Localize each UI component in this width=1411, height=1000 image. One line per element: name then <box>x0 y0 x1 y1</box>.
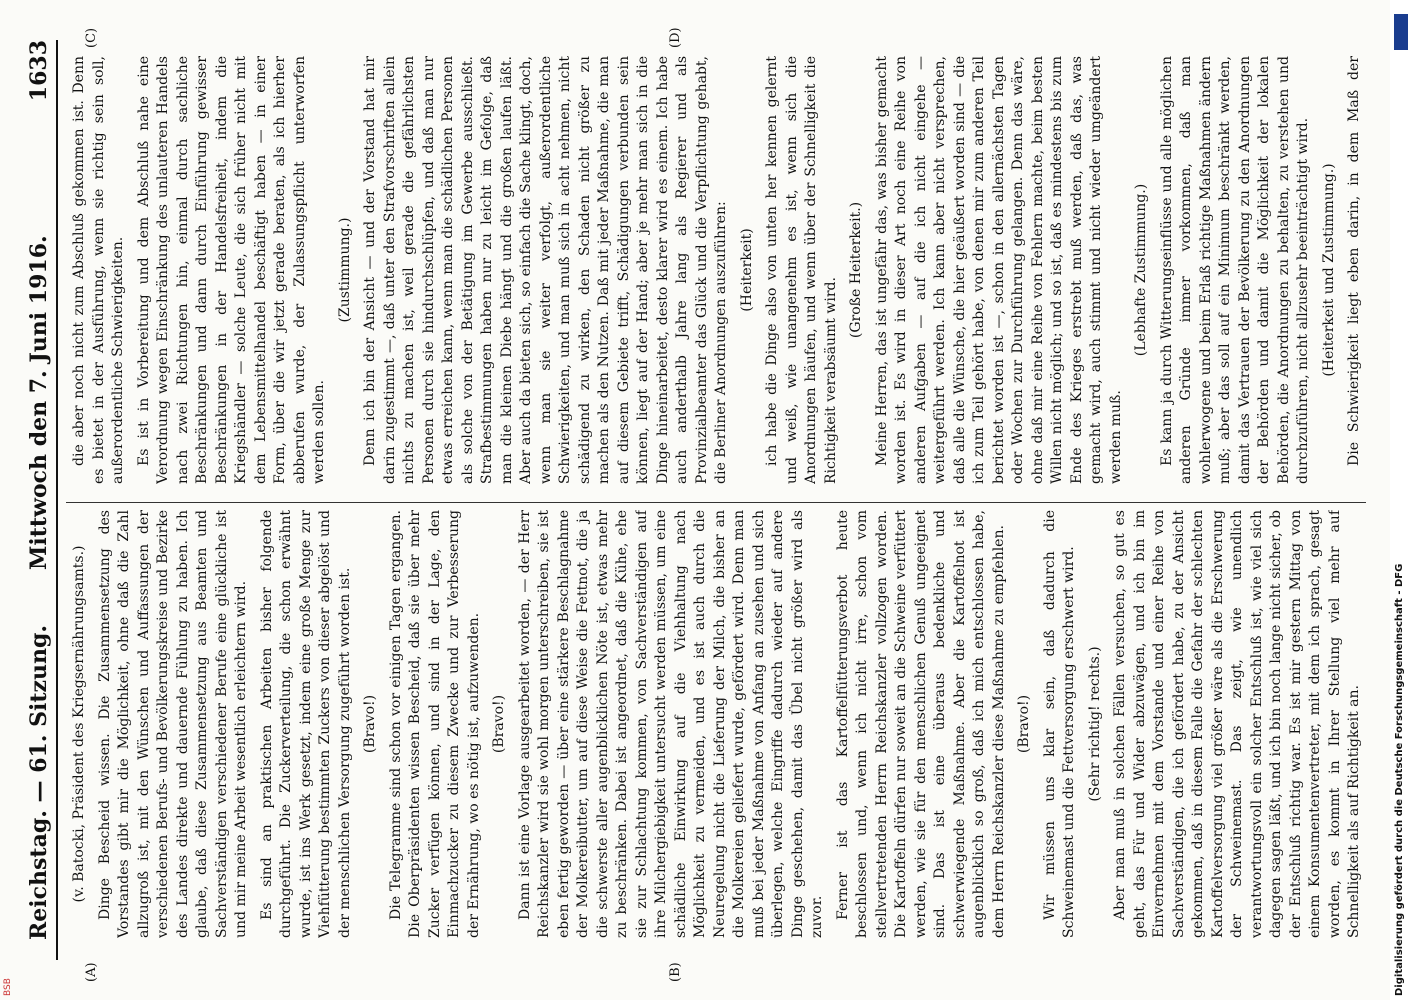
library-mark <box>3 962 15 996</box>
paragraph: (Zustimmung.) <box>336 217 353 323</box>
paragraph: (Bravo!) <box>362 694 378 754</box>
paragraph: Es sind an praktischen Arbeiten bisher folgende durchgeführt. Die Zuckerverteilung, die schon erwähnt wurde, ist ins Werk gesetzt, indem eine große Menge zur Viehfütterung bestimmten Zuckers von dieser abgelöst und der menschlichen Versorgung zugeführt worden ist. <box>258 510 353 938</box>
margin-mark-a: (A) <box>84 962 99 982</box>
bsb-label: BSB <box>3 978 13 996</box>
paragraph: (Heiterkeit) <box>738 228 755 312</box>
left-paragraphs <box>96 510 1367 938</box>
paragraph: Es ist in Vorbereitung und dem Abschluß nahe eine Verordnung wegen Einschränkung des unlauteren Handels nach zwei Richtungen hin, einmal durch sachliche Beschränkungen und dann durch Einführung gewisser Beschränkungen in der Handelsfreiheit, indem die Kriegshändler — solche Leute, die sich früher nicht mit dem Lebensmittelhandel beschäftigt haben — in einer Form, über die wir jetzt gerade beraten, als ich hierher abberufen wurde, der Zulassungspflicht unterworfen werden sollen. <box>135 56 327 484</box>
margin-mark-c: (C) <box>84 27 99 48</box>
digitization-note: Digitalisierung gefördert durch die Deutsche Forschungsgemeinschaft - DFG <box>1394 563 1405 996</box>
paragraph: (Heiterkeit und Zustimmung.) <box>1320 163 1337 377</box>
paragraph: Denn ich bin der Ansicht — und der Vorstand hat mir darin zugestimmt —, daß unter den Strafvorschriften allein nichts zu machen ist, weil gerade die gefährlichsten Personen durch sie hindurchschlüpfen, und daß man nur etwas erreichen kann, wenn man die schädlichen Personen als solche von der Betätigung im Gewerbe ausschließt. Strafbestimmungen haben nur zu leicht im Gefolge, daß man die kleinen Diebe hängt und die großen laufen läßt. Aber auch da bieten sich, so einfach die Sache klingt, doch, wenn man sie weiter verfolgt, außerordentliche Schwierigkeiten, und man muß sich in acht nehmen, nicht schädigend zu wirken, den Schaden nicht größer zu machen als den Nutzen. Daß mit jeder Maßnahme, die man auf diesem Gebiete trifft, Schädigungen verbunden sein können, liegt auf der Hand; aber je mehr man sich in die Dinge hineinarbeitet, desto klarer wird es einem. Ich habe auch anderthalb Jahre lang als Regierer und als Provinzialbeamter das Glück und die Verpflichtung gehabt, die Berliner Anordnungen auszuführen: <box>362 56 729 484</box>
paragraph: Wir müssen uns klar sein, daß dadurch die Schweinemast und die Fettversorgung erschwert wird. <box>1041 510 1077 938</box>
paragraph: Es kann ja durch Witterungseinflüsse und alle möglichen anderen Gründe immer vorkommen, daß man wohlerwogene und beim Erlaß richtige Maßnahmen ändern muß; aber das soll auf ein Minimum beschränkt werden, damit das Vertrauen der Bevölkerung zu den Anordnungen der Behörden und damit die Möglichkeit der lokalen Behörden, die Anordnungen zu behalten, zu verstehen und durchzuführen, nicht allzusehr beeinträchtigt wird. <box>1158 56 1311 484</box>
paragraph: Ferner ist das Kartoffelfütterungsverbot heute beschlossen und, wenn ich nicht irre, schon vom stellvertretenden Herrn Reichskanzler vollzogen worden. Die Kartoffeln dürfen nur soweit an die Schweine verfüttert werden, wie sie für den menschlichen Genuß ungeeignet sind. Das ist eine überaus bedenkliche und schwerwiegende Maßnahme. Aber die Kartoffelnot ist augenblicklich so groß, daß ich mich entschlossen habe, dem Herrn Reichskanzler diese Maßnahme zu empfehlen. <box>834 510 1007 938</box>
paragraph: (Sehr richtig! rechts.) <box>1086 646 1103 802</box>
paragraph: Dinge Bescheid wissen. Die Zusammensetzung des Vorstandes gibt mir die Möglichkeit, ohne daß die Zahl allzugroß ist, mit den Wünschen und Auffassungen der verschiedenen Berufs- und Bevölkerungskreise und Bezirke des Landes direkte und dauernde Fühlung zu haben. Ich glaube, daß diese Zusammensetzung aus Beamten und Sachverständigen verschiedener Berufe eine glückliche ist und mir meine Arbeit wesentlich erleichtern wird. <box>96 510 249 938</box>
paragraph: Aber man muß in solchen Fällen versuchen, so gut es geht, das Für und Wider abzuwägen, und ich bin im Einvernehmen mit dem Vorstande und einer Reihe von Sachverständigen, die ich gefördert habe, zu der Ansicht gekommen, daß in diesem Falle die Gefahr der schlechten Kartoffelversorgung viel größer wäre als die Erschwerung der Schweinemast. Das zeigt, wie unendlich verantwortungsvoll ein solcher Entschluß ist, wie viel sich dagegen sagen läßt, und ich bin noch lange nicht sicher, ob der Entschluß richtig war. Es ist mir gestern Mittag von einem Konsumentenvertreter, mit dem ich sprach, gesagt worden, es kommt in Ihrer Stellung viel mehr auf Schnelligkeit als auf Richtigkeit an. <box>1112 510 1362 938</box>
text-column-left <box>70 510 1366 938</box>
paragraph: (Bravo!) <box>491 694 507 754</box>
text-column-right <box>70 56 1366 484</box>
paragraph: Dann ist eine Vorlage ausgearbeitet worden, — der Herr Reichskanzler wird sie wohl morgen unterschreiben, sie ist eben fertig geworden — über eine stärkere Beschlagnahme der Molkereibutter, um auf diese Weise die Fettnot, die ja die schwerste aller augenblicklichen Nöte ist, etwas mehr zu beschränken. Dabei ist angeordnet, daß die Kühe, ehe sie zur Schlachtung kommen, von Sachverständigen auf ihre Milchergiebigkeit untersucht werden müssen, um eine schädliche Einwirkung auf die Viehhaltung nach Möglichkeit zu vermeiden, und es ist auch durch die Neuregelung nicht die Lieferung der Milch, die bisher an die Molkereien geliefert wurde, gefördert wird. Denn man muß bei jeder Maßnahme von Anfang an zusehen und sich überlegen, welche Eingriffe dadurch wieder auf andere Dinge geschehen, damit das Übel nicht größer wird als zuvor. <box>516 510 825 938</box>
column-divider <box>66 502 1366 503</box>
digitization-sidebar <box>1392 6 1410 996</box>
header-date: Mittwoch den 7. Juni 1916. <box>26 235 52 570</box>
page-number: 1633 <box>26 40 52 102</box>
paragraph: ich habe die Dinge also von unten her kennen gelernt und weiß, wie unangenehm es ist, wenn sich die Anordnungen häufen, und wenn über der Schnelligkeit die Richtigkeit verabsäumt wird. <box>764 56 839 484</box>
paragraph: (Große Heiterkeit.) <box>848 201 864 339</box>
paragraph: Die Telegramme sind schon vor einigen Tagen ergangen. Die Oberpräsidenten wissen Bescheid, daß sie über mehr Zucker verfügen können, und sind in der Lage, den Einmachzucker zu diesem Zwecke und zur Verbesserung der Ernährung, wo es nötig ist, aufzuwenden. <box>387 510 482 938</box>
paragraph: (Bravo!) <box>1016 694 1032 754</box>
margin-mark-b: (B) <box>668 962 683 982</box>
paragraph: Meine Herren, das ist ungefähr das, was bisher gemacht worden ist. Es wird in dieser Art noch eine Reihe von anderen Aufgaben — auf die ich nicht eingehe — weitergeführt werden. Ich kann aber nicht versprechen, daß alle die Wünsche, die hier geäußert worden sind — die ich zum Teil gehört habe, von denen mir zum anderen Teil berichtet worden ist —, schon in den allernächsten Tagen oder Wochen zur Durchführung gelangen. Denn das wäre, ohne daß mir eine Reihe von Fehlern machte, beim besten Willen nicht möglich; und so ist, daß es mindestens bis zum Ende des Krieges erstrebt muß werden, daß das, was gemacht wird, auch stimmt und nicht wieder umgeändert werden muß. <box>873 56 1124 484</box>
paragraph: Die Schwierigkeit liegt eben darin, in dem Maß der <box>1346 56 1362 466</box>
header-session: Reichstag. — 61. Sitzung. <box>26 624 52 940</box>
margin-mark-d: (D) <box>668 27 683 48</box>
dfg-logo-label: DFG <box>1394 563 1405 587</box>
speaker-intro: (v. Batocki, Präsident des Kriegsernährungsamts.) <box>71 545 87 903</box>
right-paragraphs <box>70 56 1366 484</box>
paragraph: die aber noch nicht zum Abschluß gekommen ist. Denn es bietet in der Ausführung, wenn sie richtig sein soll, außerordentliche Schwierigkeiten. <box>71 56 126 484</box>
paragraph: (Lebhafte Zustimmung.) <box>1133 183 1149 357</box>
page-header <box>22 40 58 960</box>
